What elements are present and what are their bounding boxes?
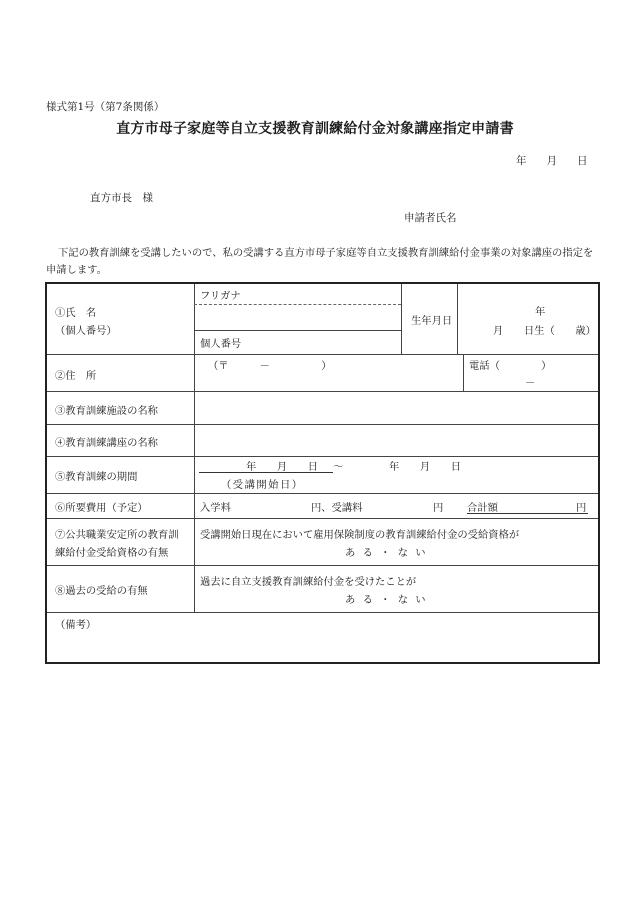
period-start-note: （受講開始日）	[221, 479, 304, 491]
course-name-label: ④教育訓練講座の名称	[55, 437, 158, 449]
furigana-label: フリガナ	[200, 290, 241, 302]
period-start: 年 月 日	[246, 461, 319, 473]
past-receipt-options: あ る ・ な い	[345, 594, 428, 606]
furigana-divider	[194, 304, 401, 305]
applicant-name-label: 申請者氏名	[404, 212, 457, 224]
total-underline	[467, 513, 588, 514]
birth-date-value: 月 日生（ 歳）	[493, 325, 596, 337]
birth-value-divider	[457, 284, 458, 354]
application-form-table	[45, 282, 600, 664]
period-tilde: ～	[333, 461, 344, 473]
cost-label: ⑥所要費用（予定）	[55, 502, 148, 514]
period-start-underline	[199, 472, 333, 473]
personal-number-divider	[194, 330, 401, 331]
phone-label: 電話（ ）	[469, 360, 552, 372]
row-divider	[47, 518, 598, 519]
past-receipt-question: 過去に自立支援教育訓練給付金を受けたことが	[200, 576, 417, 588]
label-column-divider	[194, 284, 195, 612]
row-divider	[47, 354, 598, 355]
eligibility-label-line2: 練給付金受給資格の有無	[55, 547, 169, 559]
remarks-label: （備考）	[55, 619, 97, 631]
application-date	[516, 153, 588, 168]
form-number: 様式第1号（第7条関係）	[46, 101, 165, 113]
row-divider	[47, 456, 598, 457]
birth-year: 年	[535, 306, 546, 318]
total-yen: 円	[576, 502, 587, 514]
tuition-yen: 円	[433, 502, 444, 514]
phone-dash: －	[525, 377, 536, 389]
row-divider	[47, 424, 598, 425]
facility-name-label: ③教育訓練施設の名称	[55, 405, 158, 417]
row-divider	[47, 565, 598, 566]
birth-date-label: 生年月日	[411, 315, 453, 327]
address-label: ②住 所	[55, 370, 97, 382]
personal-number-label: （個人番号）	[55, 325, 117, 337]
admission-fee-label: 入学料	[200, 502, 231, 514]
row-divider	[47, 612, 598, 613]
training-period-label: ⑤教育訓練の期間	[55, 471, 138, 483]
row-divider	[47, 493, 598, 494]
eligibility-question: 受講開始日現在において雇用保険制度の教育訓練給付金の受給資格が	[200, 529, 520, 541]
eligibility-label-line1: ⑦公共職業安定所の教育訓	[55, 529, 179, 541]
postal-code: （〒 － ）	[208, 360, 332, 372]
addressee: 直方市長 様	[90, 192, 153, 204]
address-phone-divider	[463, 354, 464, 391]
name-birth-divider	[401, 284, 402, 354]
name-label: ①氏 名	[55, 307, 97, 319]
tuition-fee-label: 円、受講料	[311, 502, 363, 514]
document-title: 直方市母子家庭等自立支援教育訓練給付金対象講座指定申請書	[116, 121, 514, 137]
date-year: 年	[516, 155, 527, 167]
past-receipt-label: ⑧過去の受給の有無	[55, 585, 148, 597]
row-divider	[47, 391, 598, 392]
date-month: 月	[546, 155, 557, 167]
personal-number-field-label: 個人番号	[200, 338, 242, 350]
date-day: 日	[577, 155, 588, 167]
intro-text: 下記の教育訓練を受講したいので、私の受講する直方市母子家庭等自立支援教育訓練給付金事業の対象講座の指定を申請します。	[46, 247, 594, 276]
period-end: 年 月 日	[389, 461, 462, 473]
total-label: 合計額	[467, 502, 498, 514]
eligibility-options: あ る ・ な い	[345, 547, 428, 559]
